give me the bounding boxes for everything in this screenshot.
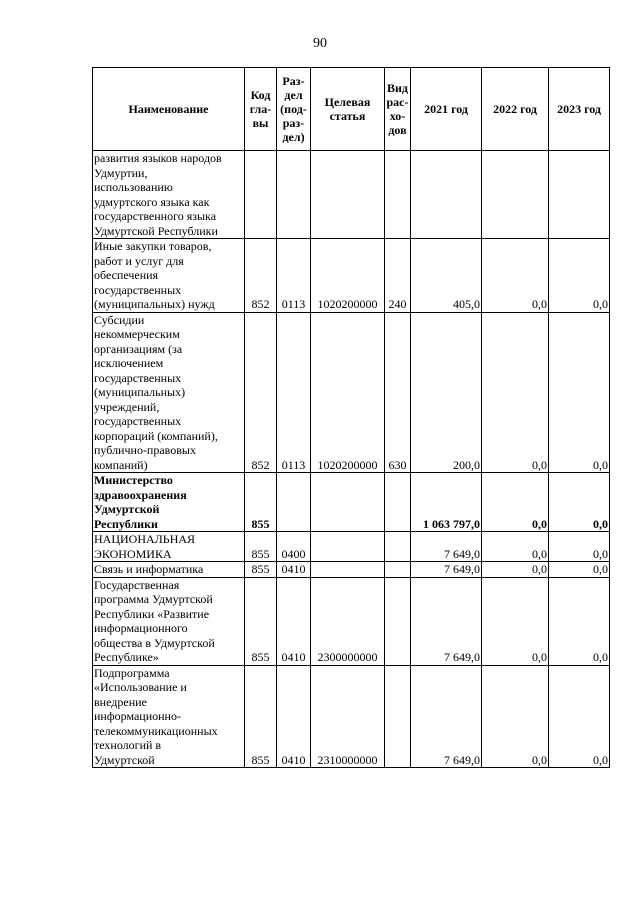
page-number: 90	[313, 36, 327, 51]
cell-target: 2310000000	[311, 665, 385, 768]
cell-2021: 7 649,0	[411, 562, 482, 578]
cell-target: 1020200000	[311, 239, 385, 313]
cell-2022: 0,0	[482, 312, 549, 473]
cell-expense	[385, 577, 411, 665]
cell-expense	[385, 532, 411, 562]
cell-code: 855	[245, 473, 277, 532]
cell-2022: 0,0	[482, 239, 549, 313]
cell-2021	[411, 151, 482, 239]
cell-code: 855	[245, 562, 277, 578]
cell-name: Иные закупки товаров, работ и услуг для обеспечения государственных (муниципальных) нужд	[93, 239, 245, 313]
header-2023: 2023 год	[549, 68, 610, 151]
cell-2022: 0,0	[482, 577, 549, 665]
cell-section: 0410	[277, 665, 311, 768]
cell-expense	[385, 562, 411, 578]
cell-2023: 0,0	[549, 665, 610, 768]
cell-section: 0410	[277, 577, 311, 665]
table-body	[93, 151, 610, 768]
header-row	[93, 68, 610, 151]
cell-name: Субсидии некоммерческим организациям (за исключением государственных (муниципальных) учреждений, государственных корпораций (компаний), публично-правовых компаний)	[93, 312, 245, 473]
header-2021: 2021 год	[411, 68, 482, 151]
header-2022: 2022 год	[482, 68, 549, 151]
cell-2022: 0,0	[482, 532, 549, 562]
table-row	[93, 577, 610, 665]
cell-section	[277, 151, 311, 239]
header-expense: Вид рас- хо- дов	[385, 68, 411, 151]
cell-expense: 630	[385, 312, 411, 473]
cell-code: 855	[245, 665, 277, 768]
cell-name: Министерство здравоохранения Удмуртской Республики	[93, 473, 245, 532]
cell-section: 0410	[277, 562, 311, 578]
table-row	[93, 532, 610, 562]
table-row	[93, 473, 610, 532]
table-row	[93, 312, 610, 473]
cell-section: 0113	[277, 239, 311, 313]
cell-code: 852	[245, 312, 277, 473]
cell-target: 1020200000	[311, 312, 385, 473]
cell-2021: 405,0	[411, 239, 482, 313]
header-target: Целевая статья	[311, 68, 385, 151]
cell-expense	[385, 473, 411, 532]
cell-section	[277, 473, 311, 532]
table-row	[93, 239, 610, 313]
cell-2023: 0,0	[549, 577, 610, 665]
header-code: Код гла- вы	[245, 68, 277, 151]
cell-target	[311, 562, 385, 578]
cell-2023: 0,0	[549, 312, 610, 473]
cell-2023: 0,0	[549, 239, 610, 313]
cell-name: Подпрограмма «Использование и внедрение информационно- телекоммуникационных технологий в Удмуртской	[93, 665, 245, 768]
table-row	[93, 151, 610, 239]
cell-name: развития языков народов Удмуртии, использованию удмуртского языка как государственного языка Удмуртской Республики	[93, 151, 245, 239]
cell-2023: 0,0	[549, 562, 610, 578]
cell-code: 855	[245, 532, 277, 562]
cell-2023: 0,0	[549, 473, 610, 532]
cell-2021: 7 649,0	[411, 532, 482, 562]
cell-2021: 7 649,0	[411, 665, 482, 768]
cell-2023: 0,0	[549, 532, 610, 562]
header-name: Наименование	[93, 68, 245, 151]
table-row	[93, 665, 610, 768]
cell-2022	[482, 151, 549, 239]
cell-target	[311, 473, 385, 532]
cell-target	[311, 532, 385, 562]
cell-2022: 0,0	[482, 562, 549, 578]
cell-2021: 1 063 797,0	[411, 473, 482, 532]
header-section: Раз- дел (под- раз- дел)	[277, 68, 311, 151]
cell-target: 2300000000	[311, 577, 385, 665]
budget-table	[92, 67, 610, 768]
cell-2021: 200,0	[411, 312, 482, 473]
table-row	[93, 562, 610, 578]
cell-expense	[385, 665, 411, 768]
cell-2022: 0,0	[482, 473, 549, 532]
cell-name: Государственная программа Удмуртской Республики «Развитие информационного общества в Удмуртской Республике»	[93, 577, 245, 665]
cell-code: 852	[245, 239, 277, 313]
cell-code: 855	[245, 577, 277, 665]
cell-expense	[385, 151, 411, 239]
cell-name: НАЦИОНАЛЬНАЯ ЭКОНОМИКА	[93, 532, 245, 562]
cell-code	[245, 151, 277, 239]
cell-2023	[549, 151, 610, 239]
cell-section: 0400	[277, 532, 311, 562]
cell-expense: 240	[385, 239, 411, 313]
cell-section: 0113	[277, 312, 311, 473]
cell-target	[311, 151, 385, 239]
cell-2021: 7 649,0	[411, 577, 482, 665]
cell-name: Связь и информатика	[93, 562, 245, 578]
cell-2022: 0,0	[482, 665, 549, 768]
